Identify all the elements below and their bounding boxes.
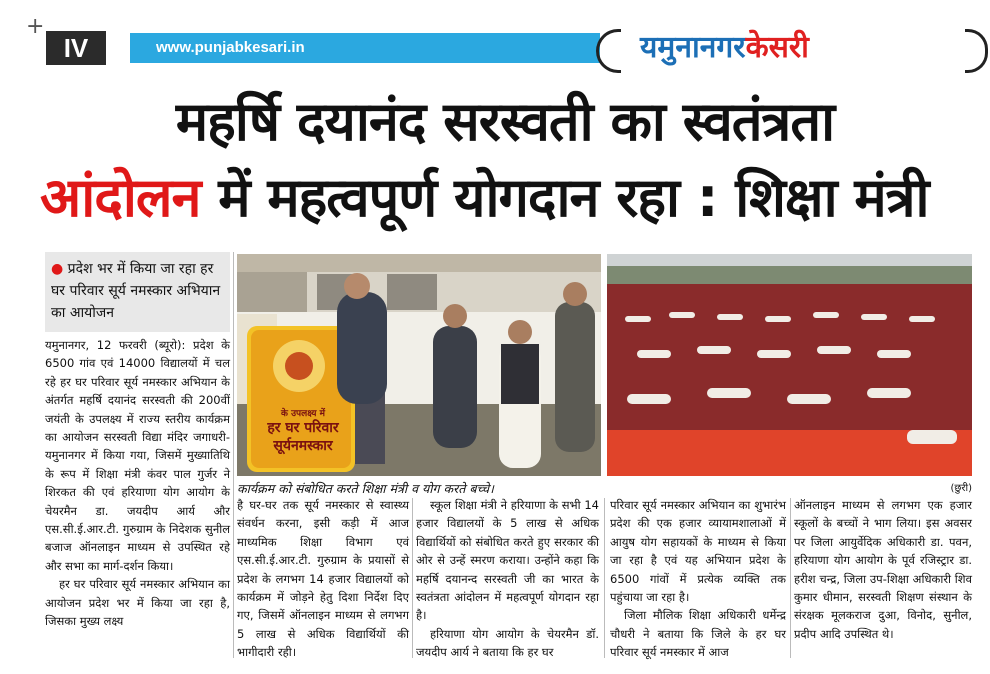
- banner-text-large: हर घर परिवार: [267, 420, 339, 436]
- headline-line-2-rest: में महत्वपूर्ण योगदान रहा : शिक्षा मंत्री: [200, 166, 929, 229]
- photo-caption: कार्यक्रम को संबोधित करते शिक्षा मंत्री व योग करते बच्चे।: [237, 481, 494, 496]
- photo-minister-speaking: [237, 254, 601, 476]
- subheading-callout: [45, 252, 230, 332]
- photo-credit: (छुरी): [950, 483, 972, 494]
- column-divider: [233, 252, 234, 658]
- article-column-4: [610, 496, 786, 662]
- banner-text-small: के उपलक्ष्य में: [281, 409, 325, 419]
- article-column-3: [416, 496, 599, 662]
- headline-red-word: आंदोलन: [40, 166, 201, 229]
- column-divider: [412, 498, 413, 658]
- article-paragraph: हर घर परिवार सूर्य नमस्कार अभियान का आयोजन प्रदेश भर में किया जा रहा है, जिसका मुख्य लक्ष्य: [45, 577, 230, 629]
- bullet-dot-icon: ●: [51, 261, 68, 277]
- column-divider: [604, 498, 605, 658]
- masthead-bracket-right: [965, 29, 988, 73]
- page-number: IV: [46, 31, 106, 65]
- url-bar: [130, 33, 600, 63]
- headline-line-1: महर्षि दयानंद सरस्वती का स्वतंत्रता: [175, 90, 835, 153]
- masthead-city: यमुनानगर: [640, 30, 746, 65]
- column-divider: [790, 498, 791, 658]
- callout-text: प्रदेश भर में किया जा रहा हर घर परिवार सूर्य नमस्कार अभियान का आयोजन: [51, 261, 221, 321]
- article-paragraph: परिवार सूर्य नमस्कार अभियान का शुभारंभ प्रदेश की एक हजार व्यायामशालाओं में आयुष योग सहायकों के माध्यम से किया जा रहा है एवं यह अभियान प्रदेश के 6500 गांवों में प्रत्येक व्यक्ति तक पहुंचाया जा रहा है।: [610, 498, 786, 605]
- article-paragraph: स्कूल शिक्षा मंत्री ने हरियाणा के सभी 14 हजार विद्यालयों के 5 लाख से अधिक विद्यार्थियों को संबोधित करते हुए सरकार की ओर से उन्हें स्मरण कराया। उन्होंने कहा कि महर्षि दयानन्द सरस्वती जी का भारत के स्वतंत्रता आंदोलन में महत्वपूर्ण योगदान रहा है।: [416, 498, 599, 623]
- article-paragraph: जिला मौलिक शिक्षा अधिकारी धर्मेन्द्र चौधरी ने बताया कि जिले के हर घर परिवार सूर्य नमस्कार में आज: [610, 608, 786, 660]
- newspaper-masthead: [640, 28, 960, 68]
- article-paragraph: ऑनलाइन माध्यम से लगभग एक हजार स्कूलों के बच्चों ने भाग लिया। इस अवसर पर जिला आयुर्वेदिक अधिकारी डा. पवन, हरियाणा योग आयोग के पूर्व रजिस्ट्रार डा. हरीश चन्द्र, जिला उप-शिक्षा अधिकारी शिव कुमार धीमान, सरस्वती शिक्षण संस्थान के संरक्षक मूलकराज दुआ, विनोद, सुनील, प्रदीप आदि उपस्थित थे।: [794, 498, 972, 641]
- website-url[interactable]: www.punjabkesari.in: [156, 39, 305, 56]
- crop-mark: +: [26, 14, 45, 39]
- headline-line-2: [40, 160, 975, 236]
- article-column-5: [794, 496, 972, 643]
- article-column-2: [237, 496, 409, 662]
- banner-text-large-2: सूर्यनमस्कार: [273, 438, 333, 454]
- masthead-brand: केसरी: [745, 30, 809, 65]
- article-paragraph: हरियाणा योग आयोग के चेयरमैन डॉ. जयदीप आर्य ने बताया कि हर घर: [416, 626, 599, 660]
- article-column-1: [45, 336, 230, 631]
- photo-yoga-illustration: [607, 254, 972, 476]
- article-paragraph: यमुनानगर, 12 फरवरी (ब्यूरो): प्रदेश के 6500 गांव एवं 14000 विद्यालयों में चल रहे हर घर परिवार सूर्य नमस्कार अभियान के अंतर्गत महर्षि दयानंद सरस्वती की 200वीं जयंती के उपलक्ष्य में राज्य स्तरीय कार्यक्रम का आयोजन सरस्वती विद्या मंदिर जगाधरी-यमुनानगर में किया गया, जिसमें मुख्यातिथि के रूप में शिक्षा मंत्री कंवर पाल गुर्जर ने शिरकत की एवं हरियाणा योग आयोग के चेयरमैन डा. जयदीप आर्य और एस.सी.ई.आर.टी. गुरुग्राम के निदेशक सुनील बजाज ऑनलाइन माध्यम से उपस्थित रहे और सभा का मार्ग-दर्शन किया।: [45, 338, 230, 573]
- photo-children-yoga: [607, 254, 972, 476]
- article-paragraph: है घर-घर तक सूर्य नमस्कार से स्वास्थ्य संवर्धन करना, इसी कड़ी में आज माध्यमिक शिक्षा विभाग एवं एस.सी.ई.आर.टी. गुरुग्राम के प्रयासों से प्रदेश के लगभग 14 हजार विद्यालयों को कार्यक्रम में जोड़ने हेतु दिशा निर्देश दिए गए, जिसमें ऑनलाइन माध्यम से लगभग 5 लाख से अधिक विद्यार्थियों की भागीदारी रही।: [237, 498, 409, 660]
